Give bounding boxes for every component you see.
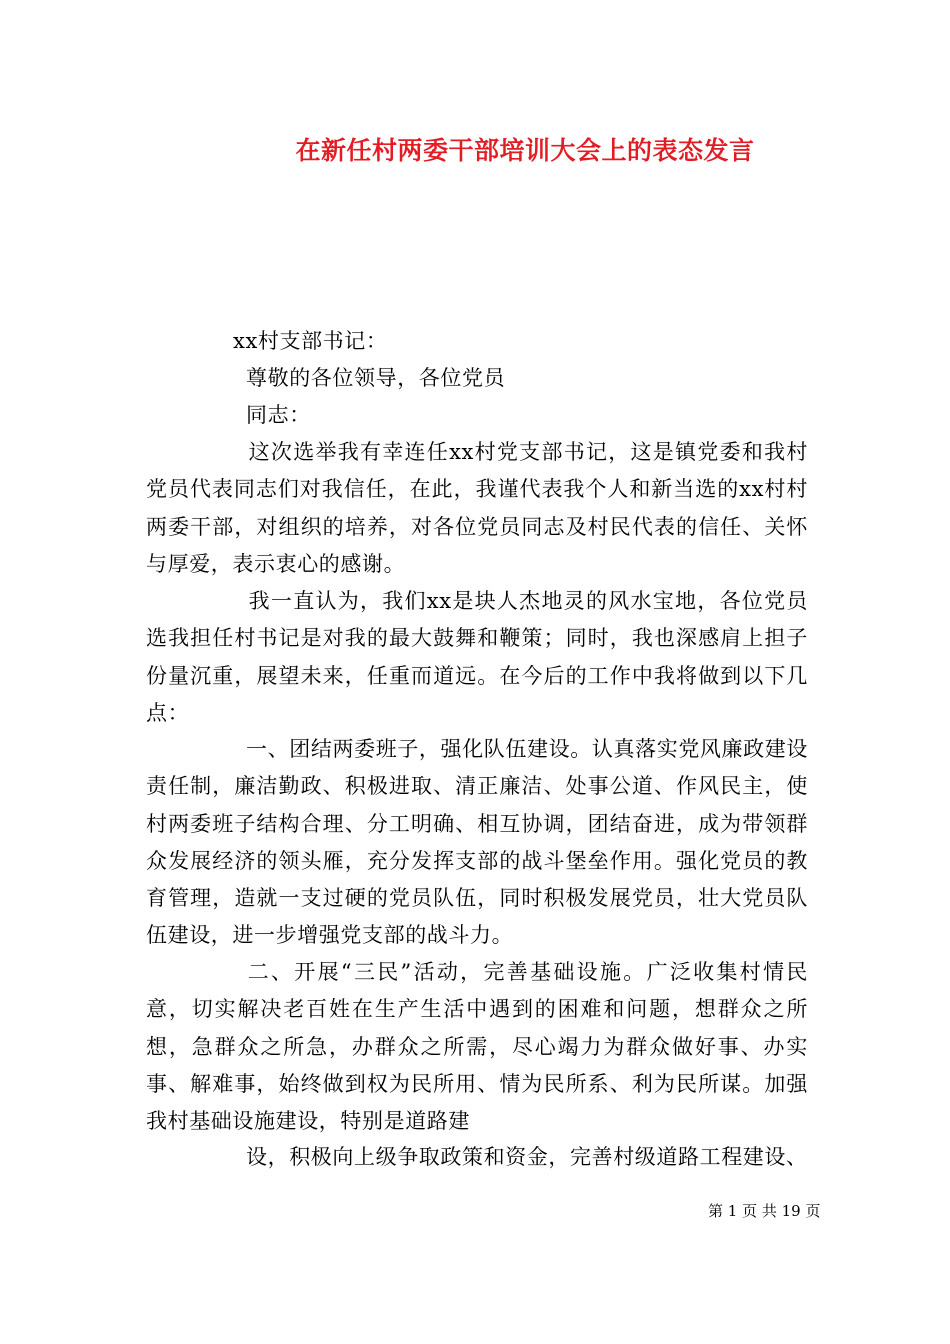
paragraph-4: [146, 954, 808, 1140]
paragraph-5-text: 设，积极向上级争取政策和资金，完善村级道路工程建设、: [246, 1145, 808, 1169]
paragraph-1-text: 这次选举我有幸连任xx村党支部书记，这是镇党委和我村党员代表同志们对我信任，在此，我谨代表我个人和新当选的xx村村两委干部，对组织的培养，对各位党员同志及村民代表的信任、关怀与厚爱，表示衷心的感谢。: [146, 440, 808, 576]
salutation-line-1: xx村支部书记：: [233, 329, 388, 353]
paragraph-3-text: 一、团结两委班子，强化队伍建设。认真落实党风廉政建设责任制，廉洁勤政、积极进取、清正廉洁、处事公道、作风民主，使村两委班子结构合理、分工明确、相互协调，团结奋进，成为带领群众发展经济的领头雁，充分发挥支部的战斗堡垒作用。强化党员的教育管理，造就一支过硬的党员队伍，同时积极发展党员，壮大党员队伍建设，进一步增强党支部的战斗力。: [146, 737, 808, 948]
salutation-line-3: 同志：: [246, 403, 311, 427]
paragraph-4-text: 二、开展“三民”活动，完善基础设施。广泛收集村情民意，切实解决老百姓在生产生活中遇到的困难和问题，想群众之所想，急群众之所急，办群众之所需，尽心竭力为群众做好事、办实事、解难事，始终做到权为民所用、情为民所系、利为民所谋。加强我村基础设施建设，特别是道路建: [146, 960, 808, 1134]
paragraph-2-text: 我一直认为，我们xx是块人杰地灵的风水宝地，各位党员选我担任村书记是对我的最大鼓舞和鞭策；同时，我也深感肩上担子份量沉重，展望未来，任重而道远。在今后的工作中我将做到以下几点：: [146, 589, 808, 725]
paragraph-3: [146, 731, 808, 955]
salutation-line-2: 尊敬的各位领导，各位党员: [246, 366, 506, 390]
page-number-footer: 第 1 页 共 19 页: [708, 1202, 821, 1220]
paragraph-5: [146, 1139, 808, 1176]
paragraph-1: [146, 434, 808, 583]
document-title: 在新任村两委干部培训大会上的表态发言: [295, 136, 755, 165]
paragraph-2: [146, 583, 808, 732]
